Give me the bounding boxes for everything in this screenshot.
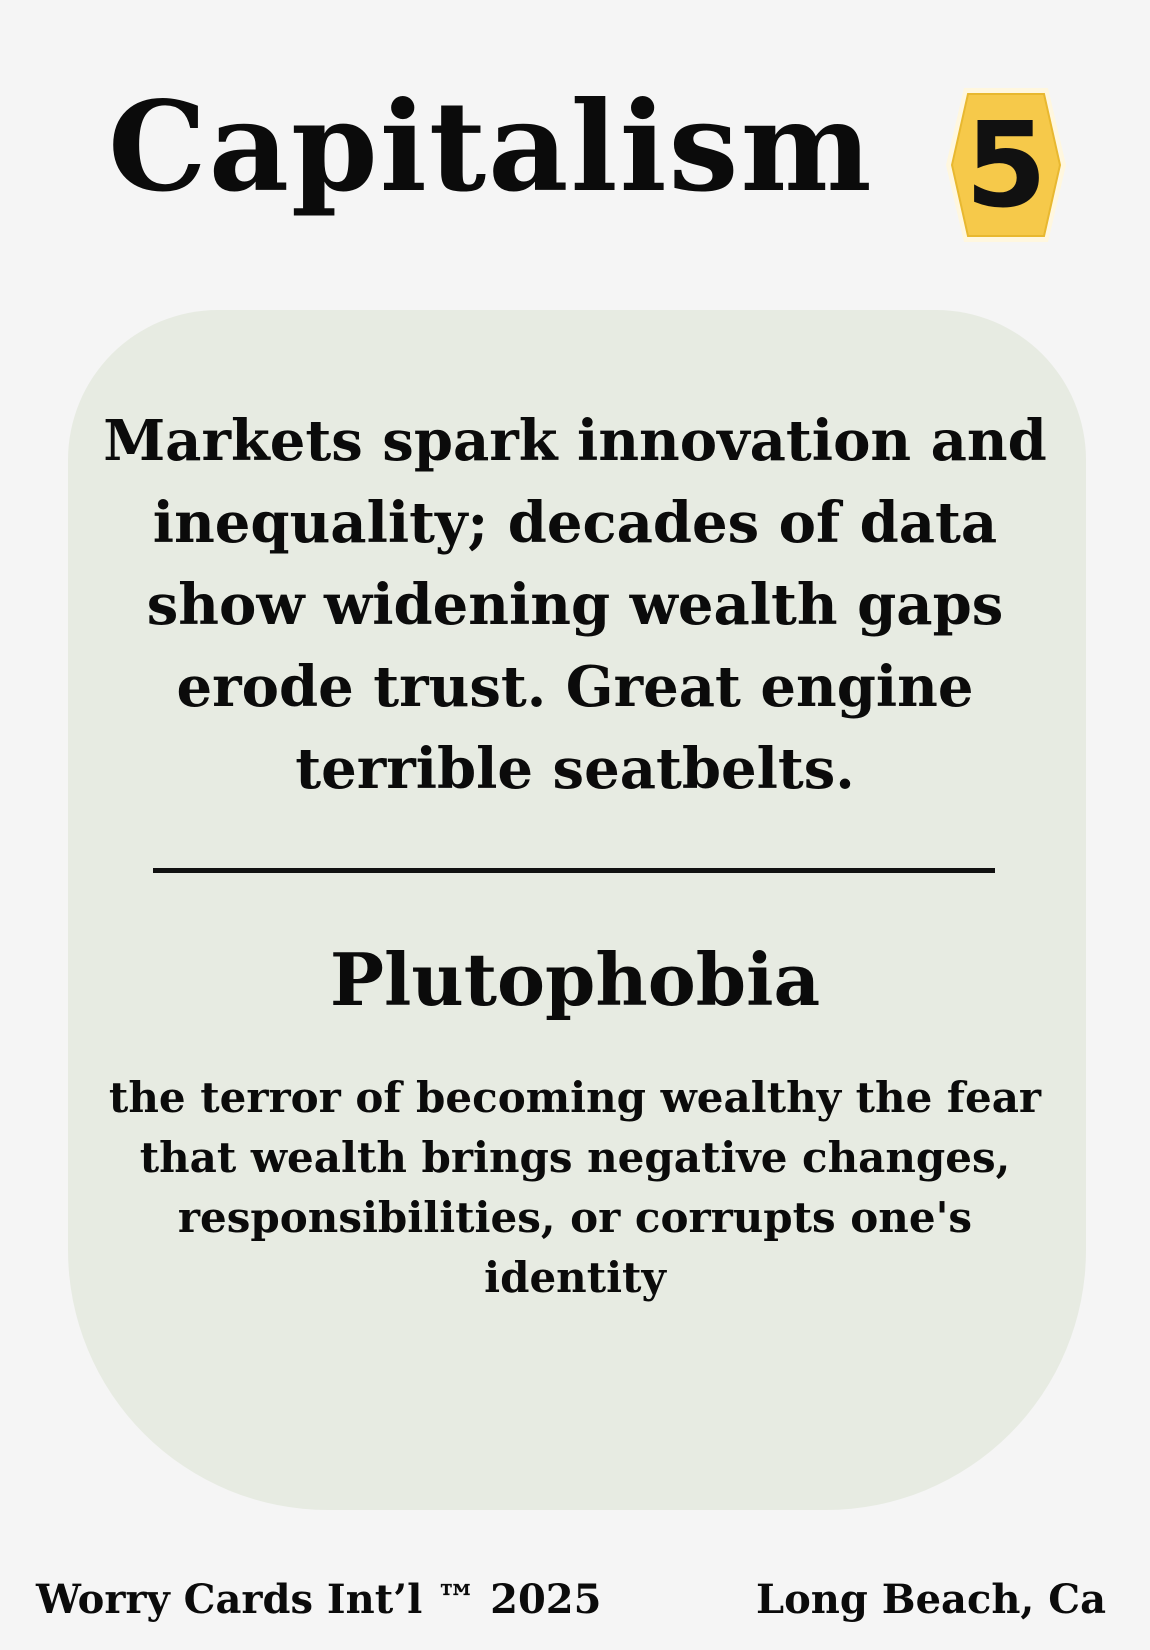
level-number: 5 (964, 96, 1048, 234)
card-description: Markets spark innovation and inequality; decades of data show widening wealth gaps erode trust. Great engine terrible seatbelts. (103, 408, 1047, 802)
footer-brand: Worry Cards Int’l ™ 2025 (36, 1576, 602, 1623)
card-title: Capitalism (108, 75, 874, 220)
phobia-name: Plutophobia (329, 937, 821, 1022)
divider (153, 868, 995, 873)
level-badge (944, 86, 1068, 244)
footer-location: Long Beach, Ca (756, 1576, 1106, 1623)
phobia-definition: the terror of becoming wealthy the fear that wealth brings negative changes, responsibilities, or corrupts one's identity (108, 1073, 1042, 1302)
